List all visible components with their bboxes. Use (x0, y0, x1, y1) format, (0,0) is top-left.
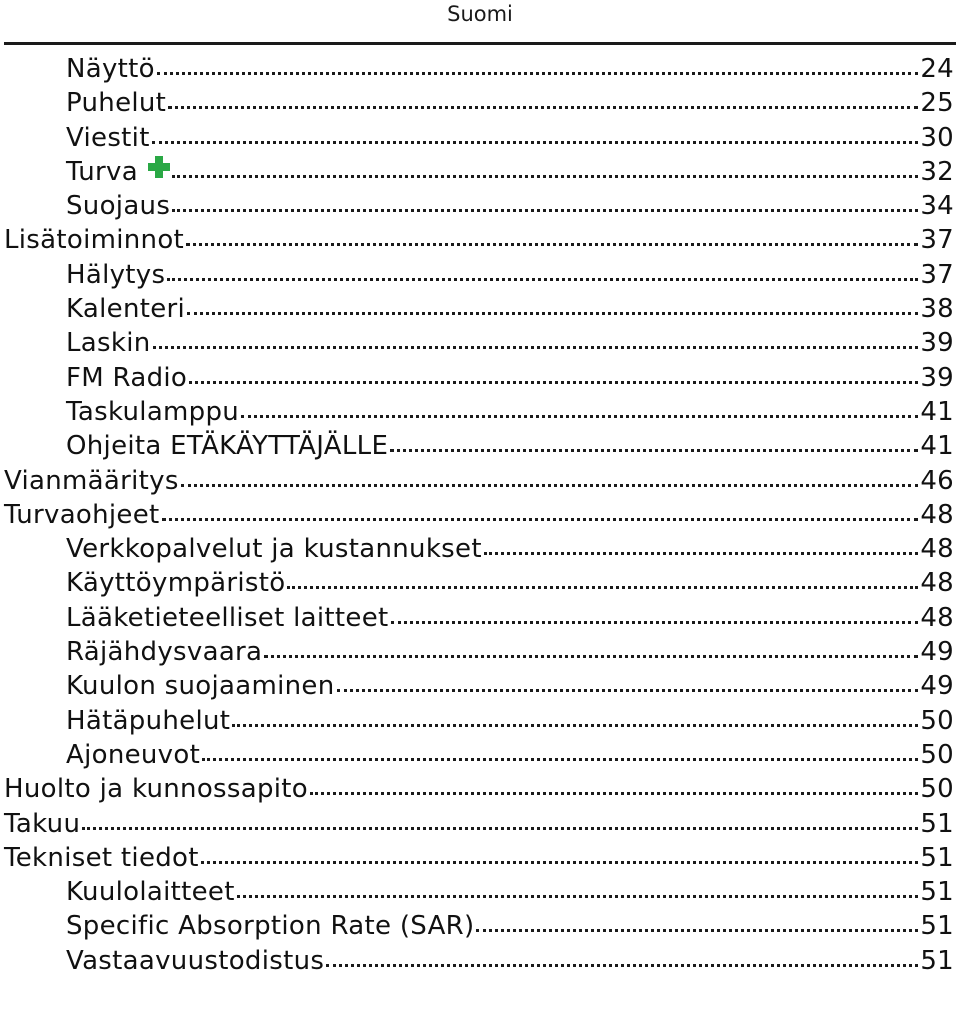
dot-leader (82, 826, 918, 830)
toc-entry-page-number: 38 (920, 294, 954, 325)
toc-entry[interactable] (0, 189, 960, 223)
toc-entry[interactable] (0, 566, 960, 600)
toc-entry-title: Viestit (66, 122, 150, 153)
toc-entry-title: Suojaus (66, 191, 171, 222)
toc-entry-page-number: 34 (920, 191, 954, 222)
toc-entry-page-number: 46 (920, 465, 954, 496)
toc-entry[interactable] (0, 155, 960, 189)
dot-leader (202, 757, 918, 761)
toc-entry[interactable] (0, 875, 960, 909)
toc-entry[interactable] (0, 704, 960, 738)
toc-entry-title: Ajoneuvot (66, 739, 201, 770)
toc-entry-page-number: 51 (920, 842, 954, 873)
toc-entry-title: Kuulon suojaaminen (66, 671, 335, 702)
dot-leader (167, 277, 918, 281)
dot-leader (232, 723, 918, 727)
toc-entry-page-number: 39 (920, 328, 954, 359)
toc-entry-page-number: 25 (920, 88, 954, 119)
toc-entry-title: Vastaavuustodistus (66, 945, 325, 976)
table-of-contents (0, 52, 960, 978)
toc-entry-page-number: 50 (920, 739, 954, 770)
toc-entry-title: Käyttöympäristö (66, 568, 286, 599)
toc-entry-page-number: 24 (920, 54, 954, 84)
toc-entry-page-number: 49 (920, 637, 954, 668)
toc-entry[interactable] (0, 86, 960, 120)
toc-entry[interactable] (0, 601, 960, 635)
toc-entry-title: Lääketieteelliset laitteet (66, 602, 389, 633)
toc-entry-page-number: 51 (920, 877, 954, 908)
toc-entry-title: Tekniset tiedot (4, 842, 199, 873)
toc-entry[interactable] (0, 292, 960, 326)
toc-entry-title: Specific Absorption Rate (SAR) (66, 911, 475, 942)
toc-entry[interactable] (0, 532, 960, 566)
toc-entry-page-number: 32 (920, 156, 954, 187)
toc-entry-title: Hätäpuhelut (66, 705, 231, 736)
toc-entry-page-number: 39 (920, 362, 954, 393)
dot-leader (172, 174, 918, 178)
toc-entry-page-number: 37 (920, 259, 954, 290)
toc-entry-title: Näyttö (66, 54, 155, 84)
toc-entry-page-number: 37 (920, 225, 954, 256)
green-plus-icon (148, 156, 170, 178)
dot-leader (264, 654, 918, 658)
toc-entry[interactable] (0, 52, 960, 86)
toc-entry[interactable] (0, 464, 960, 498)
toc-entry[interactable] (0, 121, 960, 155)
toc-entry-title: Hälytys (66, 259, 166, 290)
toc-entry[interactable] (0, 223, 960, 257)
toc-entry-title: Vianmääritys (4, 465, 179, 496)
toc-entry[interactable] (0, 498, 960, 532)
toc-entry-page-number: 50 (920, 774, 954, 805)
toc-entry-page-number: 41 (920, 396, 954, 427)
dot-leader (241, 414, 918, 418)
dot-leader (157, 71, 918, 75)
toc-entry-title: Turvaohjeet (4, 499, 160, 530)
toc-entry-page-number: 48 (920, 568, 954, 599)
dot-leader (287, 585, 918, 589)
toc-entry[interactable] (0, 944, 960, 978)
toc-entry[interactable] (0, 669, 960, 703)
dot-leader (189, 380, 918, 384)
toc-entry-page-number: 41 (920, 431, 954, 462)
toc-entry[interactable] (0, 909, 960, 943)
toc-entry-title: Lisätoiminnot (4, 225, 185, 256)
toc-entry[interactable] (0, 395, 960, 429)
toc-entry-page-number: 51 (920, 911, 954, 942)
toc-entry[interactable] (0, 326, 960, 360)
toc-entry-page-number: 48 (920, 534, 954, 565)
dot-leader (168, 105, 918, 109)
toc-entry-title: Räjähdysvaara (66, 637, 263, 668)
toc-entry-page-number: 30 (920, 122, 954, 153)
toc-entry-title: Huolto ja kunnossapito (4, 774, 309, 805)
dot-leader (186, 242, 918, 246)
toc-entry-title: Laskin (66, 328, 151, 359)
dot-leader (484, 551, 919, 555)
toc-entry-title: Verkkopalvelut ja kustannukset (66, 534, 482, 565)
toc-entry-title: Ohjeita ETÄKÄYTTÄJÄLLE (66, 431, 389, 462)
dot-leader (237, 894, 919, 898)
toc-entry-title: Turva (66, 156, 138, 187)
toc-entry-title: Takuu (4, 808, 81, 839)
dot-leader (153, 345, 919, 349)
dot-leader (326, 963, 918, 967)
dot-leader (172, 208, 918, 212)
dot-leader (181, 483, 919, 487)
dot-leader (391, 620, 919, 624)
dot-leader (187, 311, 918, 315)
page-header-language: Suomi (447, 2, 513, 26)
dot-leader (310, 791, 918, 795)
toc-entry-title: Taskulamppu (66, 396, 240, 427)
dot-leader (162, 517, 919, 521)
toc-entry[interactable] (0, 429, 960, 463)
dot-leader (476, 928, 918, 932)
toc-entry[interactable] (0, 361, 960, 395)
toc-entry[interactable] (0, 841, 960, 875)
toc-entry-page-number: 48 (920, 499, 954, 530)
dot-leader (152, 140, 919, 144)
dot-leader (337, 688, 919, 692)
dot-leader (390, 448, 918, 452)
toc-entry-page-number: 51 (920, 808, 954, 839)
header-divider (4, 42, 956, 45)
toc-entry-title: Puhelut (66, 88, 167, 119)
toc-entry-page-number: 51 (920, 945, 954, 976)
toc-entry-page-number: 50 (920, 705, 954, 736)
toc-entry-title: Kalenteri (66, 294, 186, 325)
toc-entry-title: Kuulolaitteet (66, 877, 235, 908)
toc-entry[interactable] (0, 807, 960, 841)
toc-entry[interactable] (0, 772, 960, 806)
toc-entry[interactable] (0, 738, 960, 772)
toc-entry[interactable] (0, 258, 960, 292)
toc-entry-page-number: 49 (920, 671, 954, 702)
dot-leader (201, 860, 919, 864)
toc-entry[interactable] (0, 635, 960, 669)
toc-entry-title: FM Radio (66, 362, 188, 393)
toc-entry-page-number: 48 (920, 602, 954, 633)
